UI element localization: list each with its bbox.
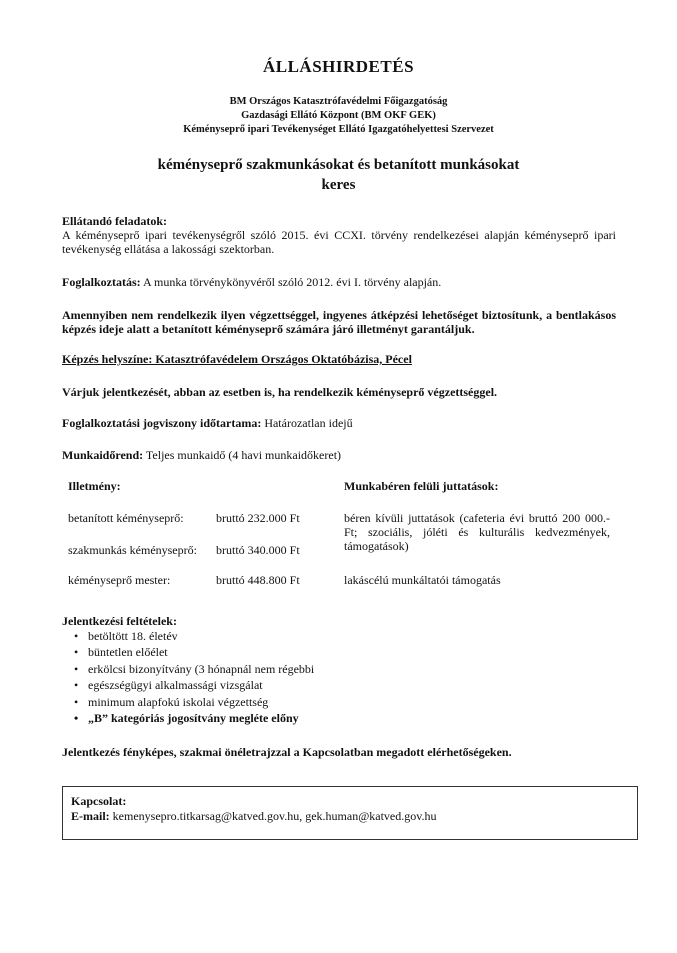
salary-role: szakmunkás kéményseprő:	[68, 543, 197, 557]
employment-label: Foglalkoztatás:	[62, 275, 141, 289]
duration-text: Határozatlan idejű	[261, 416, 353, 430]
list-item: • minimum alapfokú iskolai végzettség	[62, 694, 482, 710]
benefits-item: béren kívüli juttatások (cafeteria évi bruttó 200 000.- Ft; szociális, jóléti és kulturális kedvezmények, támogatások)	[344, 511, 610, 553]
email-label: E-mail:	[71, 809, 110, 823]
list-item: • betöltött 18. életév	[62, 628, 482, 644]
salary-amount: bruttó 232.000 Ft	[216, 511, 300, 525]
worktime-label: Munkaidőrend:	[62, 448, 144, 462]
duration-section	[62, 416, 616, 430]
headline-line-2: keres	[321, 177, 356, 193]
employment-text: A munka törvénykönyvéről szóló 2012. évi I. törvény alapján.	[140, 275, 442, 289]
worktime-text: Teljes munkaidő (4 havi munkaidőkeret)	[143, 448, 342, 462]
headline	[0, 155, 677, 195]
salary-header: Illetmény:	[68, 479, 121, 493]
salary-amount: bruttó 340.000 Ft	[216, 543, 300, 557]
organization-block	[0, 95, 677, 137]
tasks-text: A kéményseprő ipari tevékenységről szóló 2015. évi CCXI. törvény rendelkezései alapján kéményseprő ipari tevékenység ellátása a lakossági szektorban.	[62, 228, 616, 256]
org-line-2: Gazdasági Ellátó Központ (BM OKF GEK)	[241, 110, 436, 121]
invite-text: Várjuk jelentkezését, abban az esetben is, ha rendelkezik kéményseprő végzettséggel.	[62, 385, 498, 399]
duration-label: Foglalkoztatási jogviszony időtartama:	[62, 416, 262, 430]
benefits-item: lakáscélú munkáltatói támogatás	[344, 573, 501, 587]
worktime-section	[62, 448, 616, 462]
list-item: • büntetlen előélet	[62, 644, 482, 660]
apply-text: Jelentkezés fényképes, szakmai önéletrajzzal a Kapcsolatban megadott elérhetőségeken.	[62, 745, 512, 759]
contact-label: Kapcsolat:	[71, 794, 127, 808]
email-addresses[interactable]: kemenysepro.titkarsag@katved.gov.hu, gek.human@katved.gov.hu	[109, 809, 437, 823]
tasks-label: Ellátandó feladatok:	[62, 214, 168, 228]
contact-box	[62, 786, 638, 840]
employment-section	[62, 275, 616, 289]
salary-amount: bruttó 448.800 Ft	[216, 573, 300, 587]
tasks-section	[62, 214, 616, 256]
training-location: Képzés helyszíne: Katasztrófavédelem Országos Oktatóbázisa, Pécel	[62, 352, 412, 366]
headline-line-1: kéményseprő szakmunkásokat és betanított munkásokat	[157, 157, 520, 173]
org-line-1: BM Országos Katasztrófavédelmi Főigazgatóság	[229, 96, 448, 107]
list-item: • erkölcsi bizonyítvány (3 hónapnál nem régebbi	[62, 661, 482, 677]
salary-role: kéményseprő mester:	[68, 573, 171, 587]
list-item: • „B” kategóriás jogosítvány megléte előny	[62, 710, 482, 726]
org-line-3: Kéményseprő ipari Tevékenységet Ellátó Igazgatóhelyettesi Szervezet	[183, 124, 494, 135]
contact-email-line	[71, 809, 436, 823]
requirements-list	[62, 628, 482, 726]
benefits-header: Munkabéren felüli juttatások:	[344, 479, 499, 493]
training-offer: Amennyiben nem rendelkezik ilyen végzettséggel, ingyenes átképzési lehetőséget biztosítunk, a bentlakásos képzés ideje alatt a betanított kéményseprő számára járó illetményt garantáljuk.	[62, 308, 616, 336]
requirements-label: Jelentkezési feltételek:	[62, 614, 177, 628]
page-title: ÁLLÁSHIRDETÉS	[262, 57, 415, 76]
salary-role: betanított kéményseprő:	[68, 511, 184, 525]
list-item: • egészségügyi alkalmassági vizsgálat	[62, 677, 482, 693]
